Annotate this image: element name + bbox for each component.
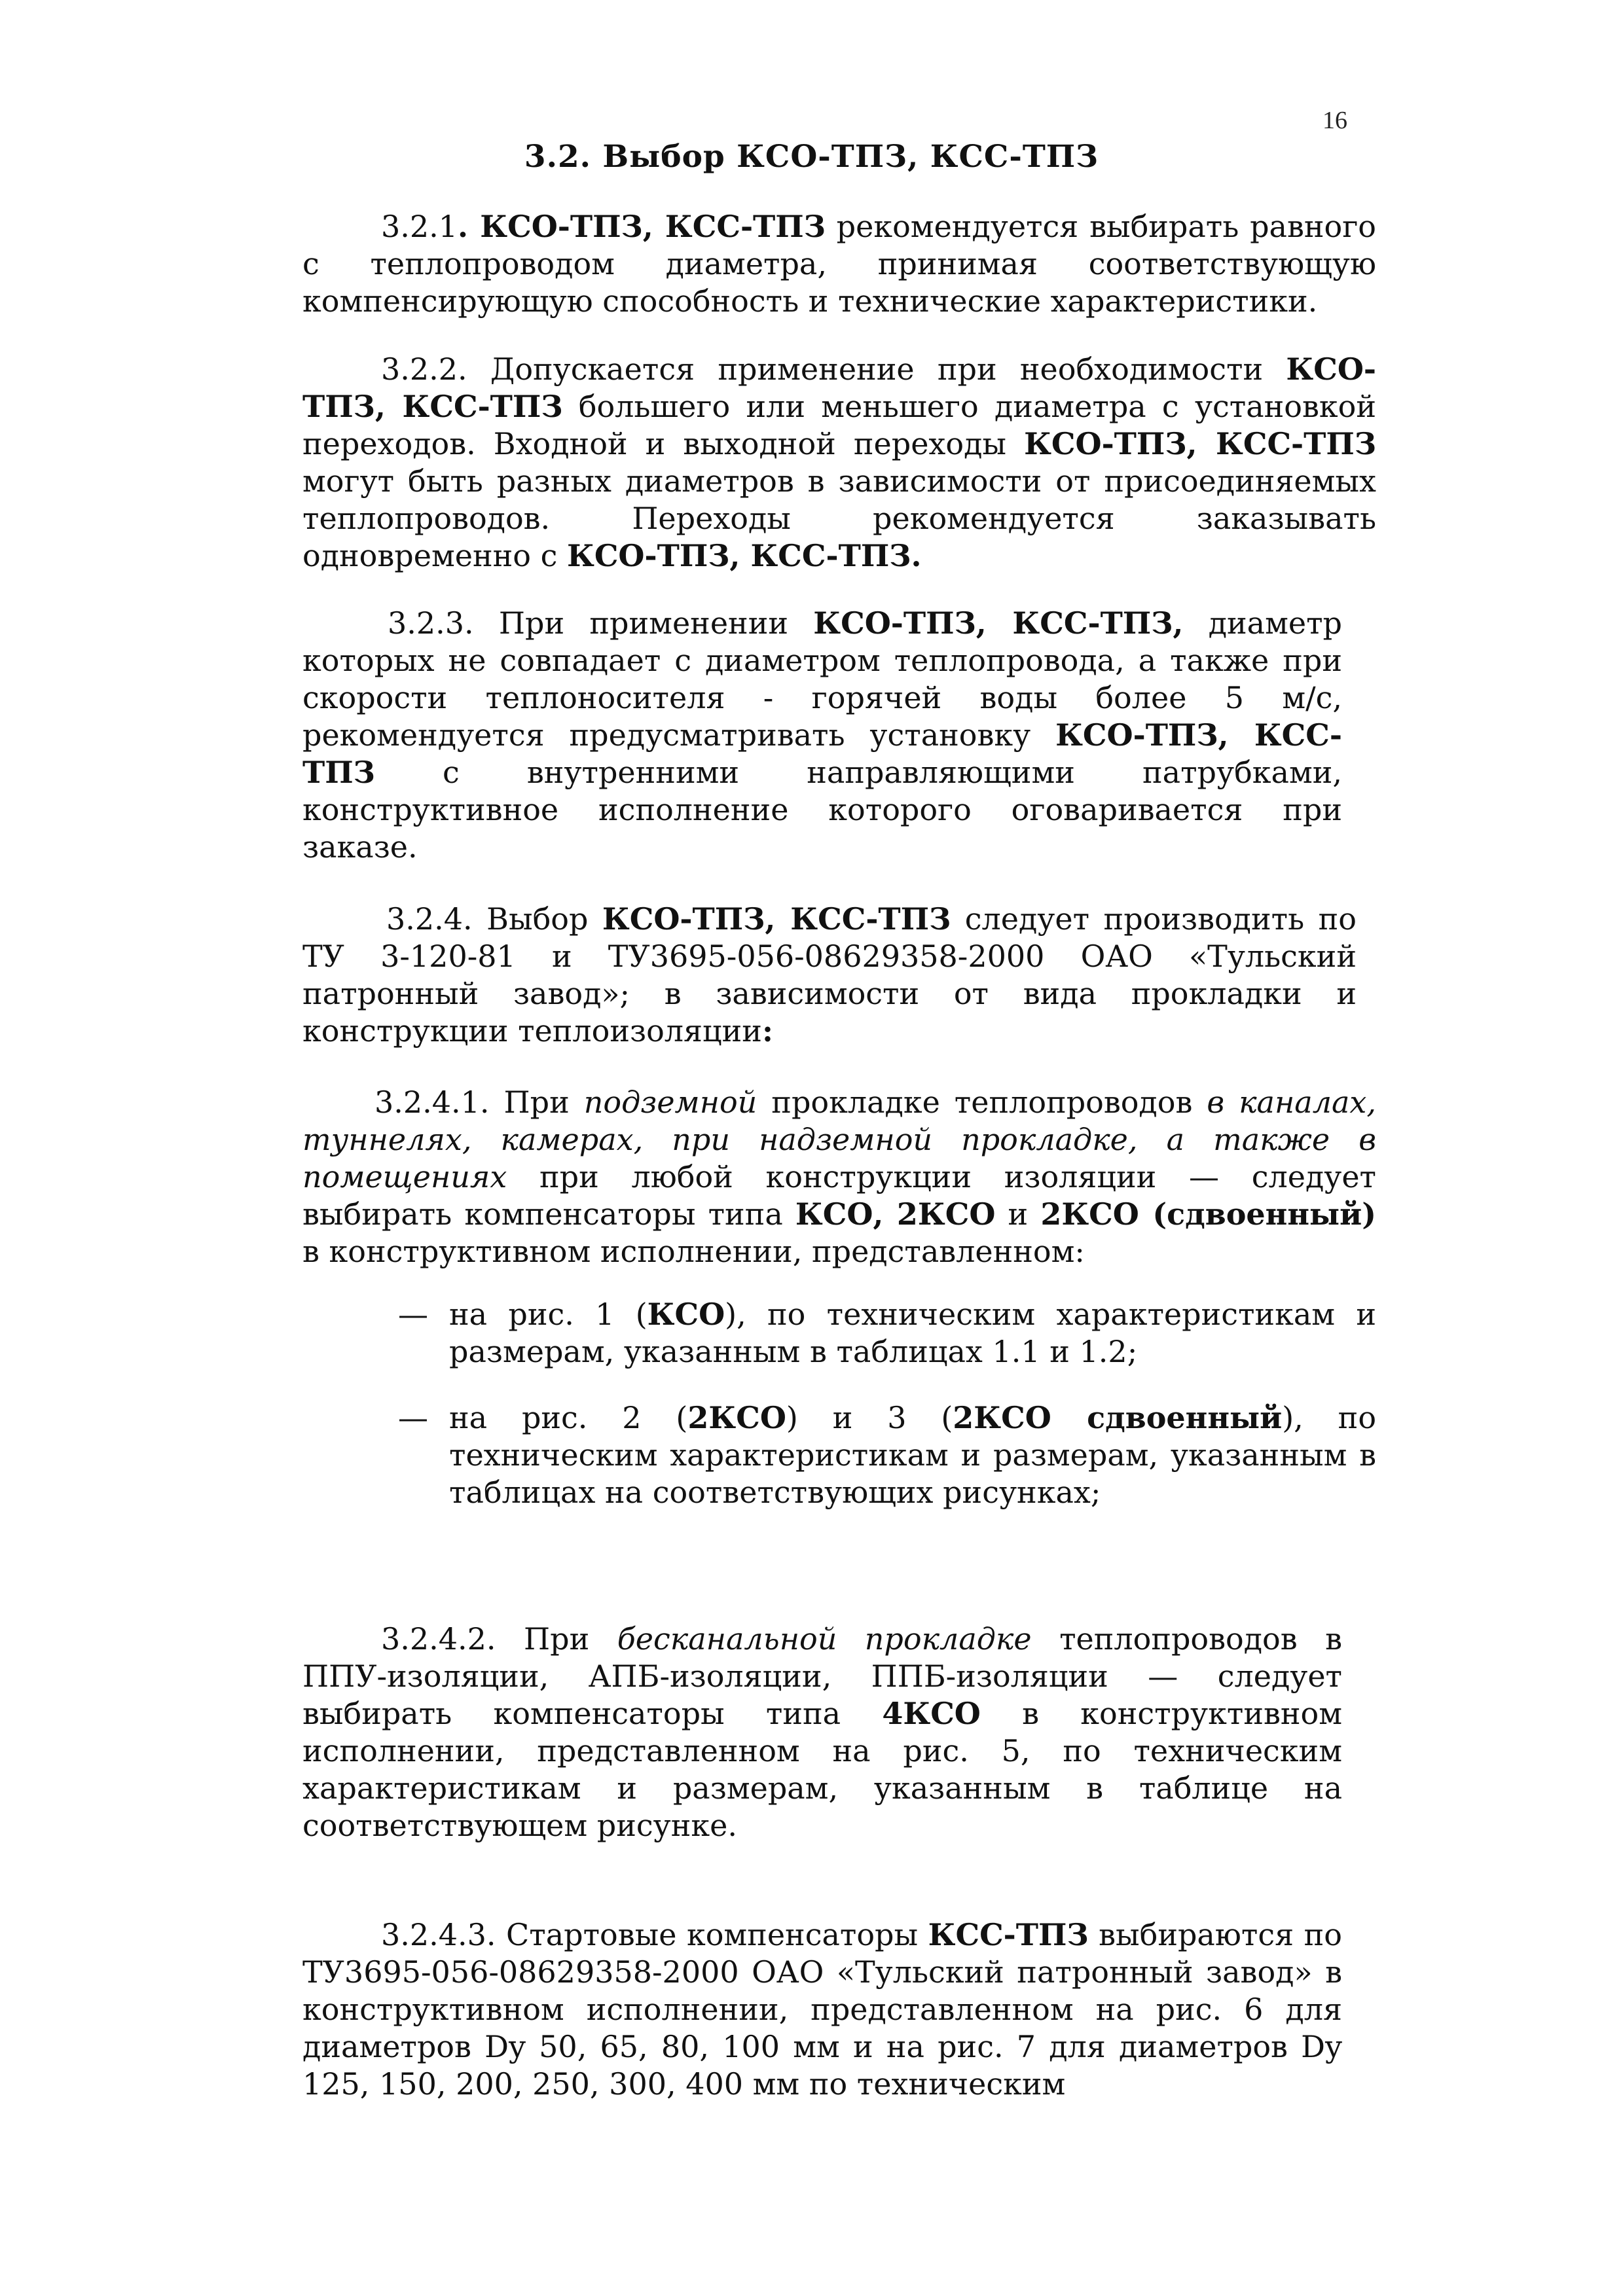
paragraph-text: теплопроводов в ППУ-изоляции, АПБ-изоляции, ППБ-изоляции — следует выбирать компенсаторы типа xyxy=(302,1621,1342,1731)
product-type: 2КСО (сдвоенный) xyxy=(1040,1196,1377,1232)
paragraph-text: 3.2.4.3. Стартовые компенсаторы xyxy=(381,1917,928,1952)
paragraph-3-2-4-1 xyxy=(302,1084,1376,1270)
product-name: КСО-ТПЗ, КСС-ТПЗ xyxy=(1024,426,1376,461)
paragraph-text: выбираются по ТУ3695-056-08629358-2000 ОАО «Тульский патронный завод» в конструктивном исполнении, представленном на рис. 6 для диаметров Dy 50, 65, 80, 100 мм и на рис. 7 для диаметров Dy 125, 150, 200, 250, 300, 400 мм по техническим xyxy=(302,1917,1342,2102)
list-item-text: ), по техническим характеристикам и размерам, указанным в таблицах на соответствующих рисунках; xyxy=(449,1400,1377,1510)
clause-number: 3.2.1 xyxy=(381,209,458,244)
product-type: КСО xyxy=(647,1297,725,1332)
paragraph-text: 3.2.4.1. При xyxy=(374,1085,584,1120)
product-name: КСС-ТПЗ xyxy=(928,1917,1089,1952)
emphasis-text: в каналах, туннелях, камерах, при надземной прокладке, а также в помещениях xyxy=(302,1085,1376,1194)
dash-marker: — xyxy=(398,1297,428,1332)
list-item xyxy=(398,1296,1376,1374)
product-name: КСО-ТПЗ, КСС-ТПЗ xyxy=(468,209,826,244)
paragraph-text: рекомендуется выбирать равного с теплопроводом диаметра, принимая соответствующую компенсирующую способность и технические характеристики. xyxy=(302,209,1376,319)
product-name: КСО-ТПЗ, КСС-ТПЗ xyxy=(602,901,951,937)
paragraph-3-2-4 xyxy=(302,901,1357,1050)
list-item xyxy=(398,1399,1376,1517)
paragraph-text: в конструктивном исполнении, представленном на рис. 5, по техническим характеристикам и размерам, указанным в таблице на соответствующем рисунке. xyxy=(302,1696,1343,1843)
product-type: 4КСО xyxy=(882,1696,981,1731)
product-name: КСО-ТПЗ, КСС-ТПЗ, xyxy=(813,605,1184,641)
paragraph-3-2-1 xyxy=(302,208,1376,320)
paragraph-text: могут быть разных диаметров в зависимости от присоединяемых теплопроводов. Переходы рекомендуется заказывать одновременно с xyxy=(302,463,1376,573)
paragraph-text: 3.2.4. Выбор xyxy=(386,901,602,937)
clause-dot: . xyxy=(458,209,469,244)
paragraph-text: с внутренними направляющими патрубками, конструктивное исполнение которого оговаривается при заказе. xyxy=(302,755,1342,865)
section-heading: 3.2. Выбор КСО-ТПЗ, КСС-ТПЗ xyxy=(524,139,1099,175)
paragraph-text: при любой конструкции изоляции — следует выбирать компенсаторы типа xyxy=(302,1159,1376,1232)
list-item-text: на рис. 2 ( xyxy=(449,1400,688,1435)
product-type: 2КСО сдвоенный xyxy=(953,1400,1283,1435)
paragraph-text: следует производить по ТУ 3-120-81 и ТУ3695-056-08629358-2000 ОАО «Тульский патронный завод»; в зависимости от вида прокладки и конструкции теплоизоляции xyxy=(302,901,1357,1049)
product-name: КСО-ТПЗ, КСС-ТПЗ xyxy=(302,351,1376,424)
paragraph-3-2-3 xyxy=(302,605,1342,866)
paragraph-text: прокладке теплопроводов xyxy=(757,1085,1207,1120)
list-item-text: на рис. 1 ( xyxy=(449,1297,647,1332)
list-item-text: ) и 3 ( xyxy=(786,1400,953,1435)
list-item-text: ), по техническим характеристикам и размерам, указанным в таблицах 1.1 и 1.2; xyxy=(449,1297,1376,1369)
product-type: КСО, 2КСО xyxy=(795,1196,996,1232)
paragraph-text: и xyxy=(995,1196,1041,1232)
paragraph-text: 3.2.2. Допускается применение при необходимости xyxy=(381,351,1286,387)
paragraph-text: большего или меньшего диаметра с установкой переходов. Входной и выходной переходы xyxy=(302,389,1376,461)
dash-marker: — xyxy=(398,1400,428,1435)
product-type: 2КСО xyxy=(687,1400,786,1435)
paragraph-text: в конструктивном исполнении, представленном: xyxy=(302,1234,1085,1269)
paragraph-text: диаметр которых не совпадает с диаметром теплопровода, а также при скорости теплоносителя - горячей воды более 5 м/с, рекомендуется предусматривать установку xyxy=(302,605,1342,753)
colon: : xyxy=(761,1013,773,1049)
paragraph-3-2-4-3 xyxy=(302,1916,1342,2103)
product-name: КСО-ТПЗ, КСС-ТПЗ. xyxy=(566,538,922,573)
paragraph-text: 3.2.4.2. При xyxy=(381,1621,617,1657)
paragraph-3-2-2 xyxy=(302,351,1376,575)
product-name: КСО-ТПЗ, КСС-ТПЗ xyxy=(302,717,1342,790)
page-number: 16 xyxy=(1322,107,1347,134)
emphasis-text: бесканальной прокладке xyxy=(617,1621,1032,1657)
paragraph-3-2-4-2 xyxy=(302,1621,1342,1844)
emphasis-text: подземной xyxy=(583,1085,757,1120)
paragraph-text: 3.2.3. При применении xyxy=(388,605,814,641)
